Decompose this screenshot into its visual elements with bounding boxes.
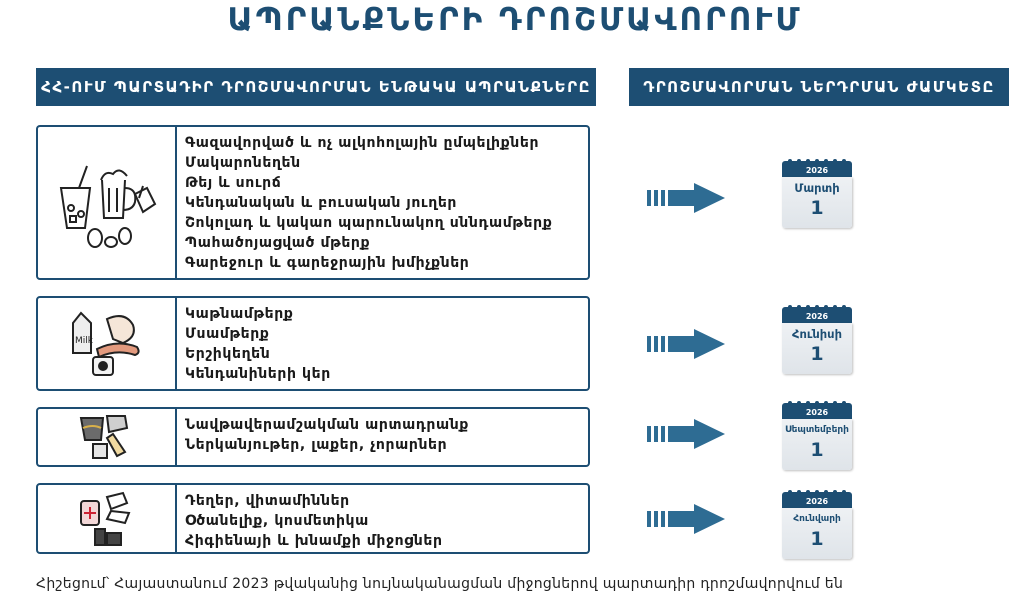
calendar-day: 1 — [810, 528, 824, 550]
arrow-right-icon — [645, 504, 725, 534]
calendar-month: Մարտի — [794, 181, 840, 195]
list-item: Ներկանյութեր, լաքեր, չորարներ — [185, 437, 448, 453]
calendar-icon — [782, 156, 854, 230]
goods-group-beverages — [36, 125, 590, 280]
calendar-year: 2026 — [782, 492, 852, 508]
list-item: Դեղեր, վիտամիններ — [185, 493, 350, 509]
list-item: Հիգիենայի և խնամքի միջոցներ — [185, 533, 443, 549]
calendar-year: 2026 — [782, 161, 852, 177]
footnote: Հիշեցում՝ Հայաստանում 2023 թվականից նույնականացման միջոցներով պարտադիր դրոշմավորվում են — [36, 576, 844, 592]
calendar-icon — [782, 487, 854, 561]
list-item: Պահածոյացված մթերք — [185, 235, 371, 251]
list-item: Երշիկեղեն — [185, 346, 271, 362]
calendar-month: Հունվարի — [793, 514, 841, 524]
calendar-day: 1 — [810, 197, 824, 219]
calendar-month: Հունիսի — [792, 327, 842, 341]
page-title: ԱՊՐԱՆՔՆԵՐԻ ԴՐՈՇՄԱՎՈՐՈՒՄ — [227, 2, 803, 38]
calendar-day: 1 — [810, 439, 824, 461]
svg-text:Milk: Milk — [74, 335, 93, 346]
pharmacy-cosmetics-icon — [38, 485, 177, 552]
list-item: Շոկոլադ և կակաո պարունակող սննդամթերք — [185, 215, 553, 231]
list-item: Կենդանիների կեր — [185, 366, 331, 382]
arrow-right-icon — [645, 419, 725, 449]
paint-chemicals-icon — [38, 409, 177, 465]
dairy-meat-icon — [38, 298, 177, 389]
list-item: Կենդանական և բուսական յուղեր — [185, 195, 458, 211]
calendar-year: 2026 — [782, 403, 852, 419]
list-item: Գազավորված և ոչ ալկոհոլային ըմպելիքներ — [185, 135, 540, 151]
arrow-right-icon — [645, 183, 725, 213]
calendar-day: 1 — [810, 343, 824, 365]
list-item: Գարեջուր և գարեջրային խմիչքներ — [185, 255, 470, 271]
calendar-icon — [782, 398, 854, 472]
list-item: Կաթնամթերք — [185, 306, 294, 322]
list-item: Օծանելիք, կոսմետիկա — [185, 513, 369, 529]
calendar-icon — [782, 302, 854, 376]
deadline-header: ԴՐՈՇՄԱՎՈՐՄԱՆ ՆԵՐԴՐՄԱՆ ԺԱՄԿԵՏԸ — [629, 68, 1009, 106]
list-item: Թեյ և սուրճ — [185, 175, 282, 191]
mandatory-goods-header: ՀՀ-ՈՒՄ ՊԱՐՏԱԴԻՐ ԴՐՈՇՄԱՎՈՐՄԱՆ ԵՆԹԱԿԱ ԱՊՐԱՆՔՆԵՐԸ — [36, 68, 596, 106]
calendar-month: Սեպտեմբերի — [785, 425, 849, 435]
list-item: Մսամթերք — [185, 326, 270, 342]
list-item: Նավթավերամշակման արտադրանք — [185, 417, 469, 433]
calendar-year: 2026 — [782, 307, 852, 323]
beverages-icon — [38, 127, 177, 278]
goods-group-paint-chemicals — [36, 407, 590, 467]
arrow-right-icon — [645, 329, 725, 359]
goods-group-pharmacy-cosmetics — [36, 483, 590, 554]
goods-group-dairy-meat — [36, 296, 590, 391]
list-item: Մակարոնեղեն — [185, 155, 301, 171]
